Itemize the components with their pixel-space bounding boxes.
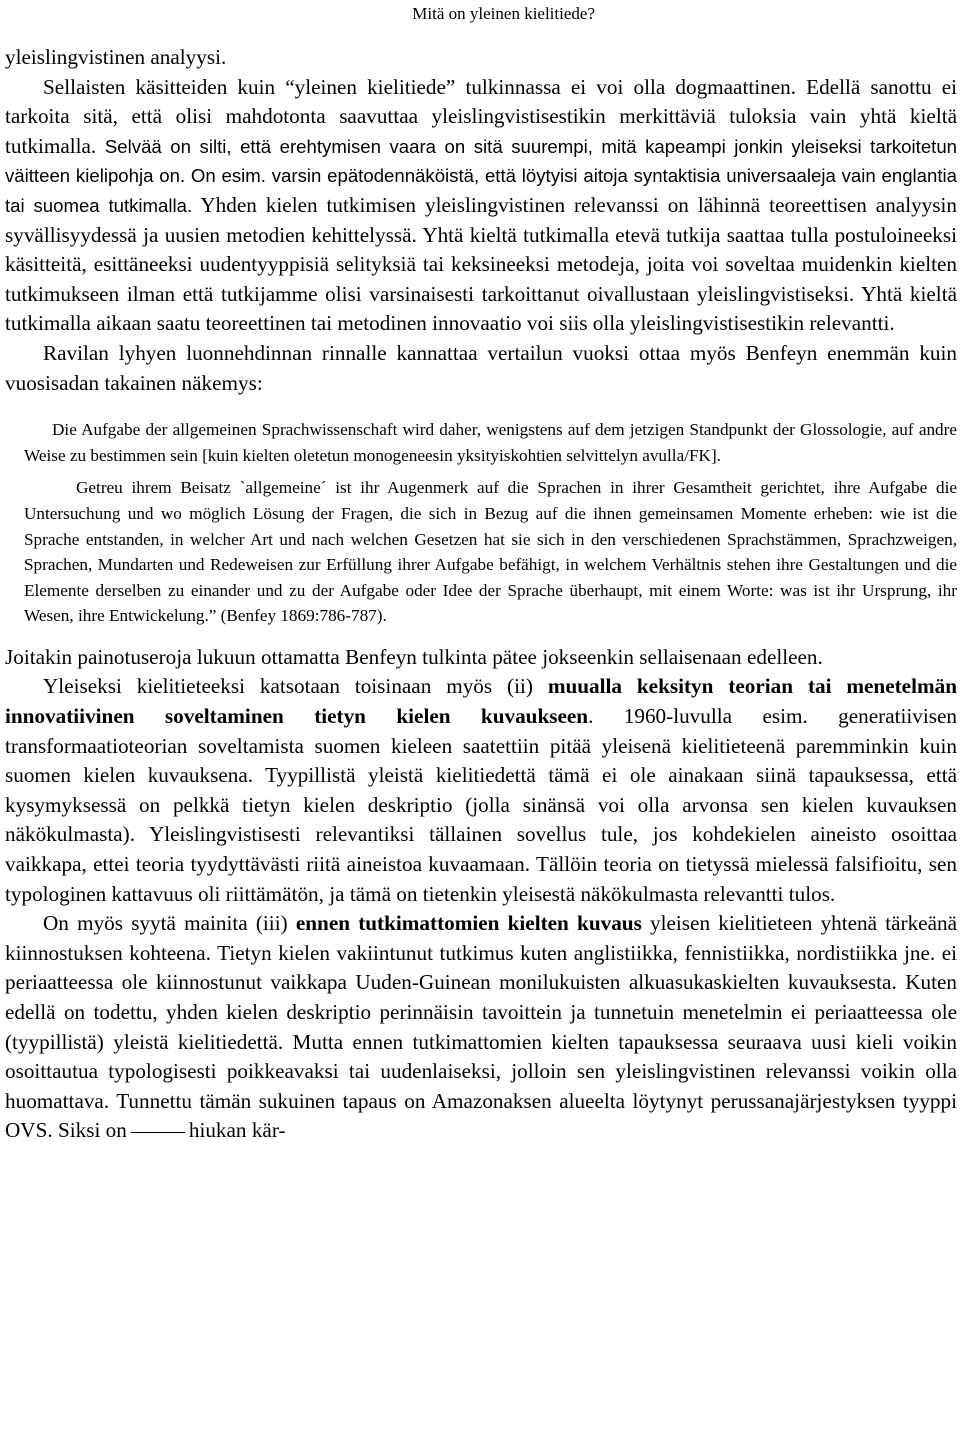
- p5-bold-term: ennen tutkimattomien kielten kuvaus: [295, 911, 642, 936]
- p4-bold-term: muualla keksityn teorian tai menetelmän innovatiivinen soveltaminen tietyn kielen kuvaukseen: [5, 674, 957, 729]
- p1-sans-text: Selvää on silti, että erehtymisen vaara on sitä suurempi, mitä kapeampi jonkin yleiseksi tarkoitetun väitteen kielipohja on. On esim. varsin epätodennäköistä, että löytyisi aitoja syntaktisia universaaleja vain englantia tai suomea tutkimalla.: [5, 135, 958, 216]
- p1-text: Sellaisten käsitteiden kuin “yleinen kielitiede” tulkinnassa ei voi olla dogmaattinen. Edellä sanottu ei tarkoita sitä, että olisi mahdotonta saavuttaa yleislingvistisestikin merkittäviä tuloksia vain yhtä kieltä tutkimalla.: [5, 74, 957, 158]
- document-page: [5, 0, 957, 1146]
- quote-paragraph-2: Getreu ihrem Beisatz `allgemeine´ ist ihr Augenmerk auf die Sprachen in ihrer Gesamtheit gerichtet, ihre Aufgabe die Untersuchung und wo möglich Lösung der Fragen, die sich in Bezug auf die ihnen gemeinsamen Momente erheben: wie ist die Sprache entstanden, in welcher Art und nach welchen Gesetzen hat sie sich in den verschiedenen Sprachstämmen, Sprachzweigen, Sprachen, Mundarten und Redeweisen zur Erfüllung ihrer Aufgabe befähigt, in welchem Verhältnis stehen ihre Gestaltungen und die Elemente derselben zu einander und zu der Aufgabe oder Idee der Sprache überhaupt, mit einem Worte: was ist ihr Ursprung, ihr Wesen, ihre Entwickelung.” (Benfey 1869:786-787).: [24, 478, 957, 626]
- p5-post: yleisen kielitieteen yhtenä tärkeänä kiinnostuksen kohteena. Tietyn kielen vakiintunut tutkimus kuten anglistiikka, fennistiikka, nordistiikka jne. ei periaatteessa ole kiinnostunut vaikkapa Uuden-Guinean monilukuisten alkuasukaskielten kuvauksesta. Kuten edellä on todettu, yhden kielen deskriptio perinnäisin tavoittein ja tunnetuin menetelmin ei periaatteessa ole (tyypillistä) yleistä kielitiedettä. Mutta ennen tutkimattomien kielten tapauksessa seuraava uusi kieli voikin osoittautua typologisesti poikkeavaksi tai uudenlaiseksi, jolloin sen yleislingvistinen relevanssi voikin olla huomattava. Tunnettu tämän sukuinen tapaus on Amazonaksen alueelta löytynyt perussanajärjestyksen tyyppi OVS. Siksi on: [5, 911, 957, 1143]
- paragraph-4: [5, 672, 957, 909]
- quote-paragraph-1: Die Aufgabe der allgemeinen Sprachwissenschaft wird daher, wenigstens auf dem jetzigen Standpunkt der Glossologie, auf andre Weise zu bestimmen sein [kuin kielten oletetun monogeneesin yksityiskohtien selvittelyn avulla/FK].: [24, 420, 957, 465]
- paragraph-2: Ravilan lyhyen luonnehdinnan rinnalle kannattaa vertailun vuoksi ottaa myös Benfeyn enemmän kuin vuosisadan takainen näkemys:: [5, 340, 957, 395]
- block-quote: [5, 417, 957, 629]
- p1-rest-text: Yhden kielen tutkimisen yleislingvistinen relevanssi on lähinnä teoreettisen analyysin syvällisyydessä ja uusien metodien kehittelyssä. Yhtä kieltä tutkimalla etevä tutkija saattaa tulla postuloineeksi käsitteitä, esittäneeksi uudentyyppisiä selityksiä tai keksineeksi metodeja, joita voi soveltaa muidenkin kielten tutkimukseen ilman että tutkijamme olisi varsinaisesti tarkoittanut oivallustaan yleislingvistiseksi. Yhtä kieltä tutkimalla aikaan saatu teoreettinen tai metodinen innovaatio voi siis olla yleislingvistisestikin relevantti.: [5, 192, 957, 336]
- paragraph-1: [5, 43, 957, 339]
- p4-pre: Yleiseksi kielitieteeksi katsotaan toisinaan myös (ii): [43, 674, 548, 699]
- body-text: [5, 43, 957, 1146]
- p5-pre: On myös syytä mainita (iii): [43, 911, 296, 936]
- running-header: Mitä on yleinen kielitiede?: [412, 4, 595, 23]
- paragraph-3: Joitakin painotuseroja lukuun ottamatta Benfeyn tulkinta pätee jokseenkin sellaisenaan edelleen.: [5, 644, 823, 669]
- paragraph-5: [5, 909, 957, 1146]
- p5-tail: hiukan kär-: [188, 1118, 286, 1143]
- p1-line-1: yleislingvistinen analyysi.: [5, 45, 227, 69]
- em-dash-rule: [131, 1132, 185, 1133]
- p4-post: . 1960-luvulla esim. generatiivisen transformaatioteorian soveltamista suomen kieleen saatettiin pitää yleisenä kielitieteenä paremminkin kuin suomen kielen kuvauksena. Tyypillistä yleistä kielitiedettä tämä ei ole ainakaan siinä tapauksessa, että kysymyksessä on pelkkä tietyn kielen deskriptio (jolla sinänsä voi olla arvonsa sen kielen kuvauksen näkökulmasta). Yleislingvistisesti relevantiksi tällainen sovellus tule, jos kohdekielen aineisto osoittaa vaikkapa, ettei teoria tyydyttävästi riitä aineistoa kuvaamaan. Tällöin teoria on tietyssä mielessä falsifioitu, sen typologinen kattavuus oli riittämätön, ja tämä on tietenkin yleisestä näkökulmasta relevantti tulos.: [5, 704, 957, 906]
